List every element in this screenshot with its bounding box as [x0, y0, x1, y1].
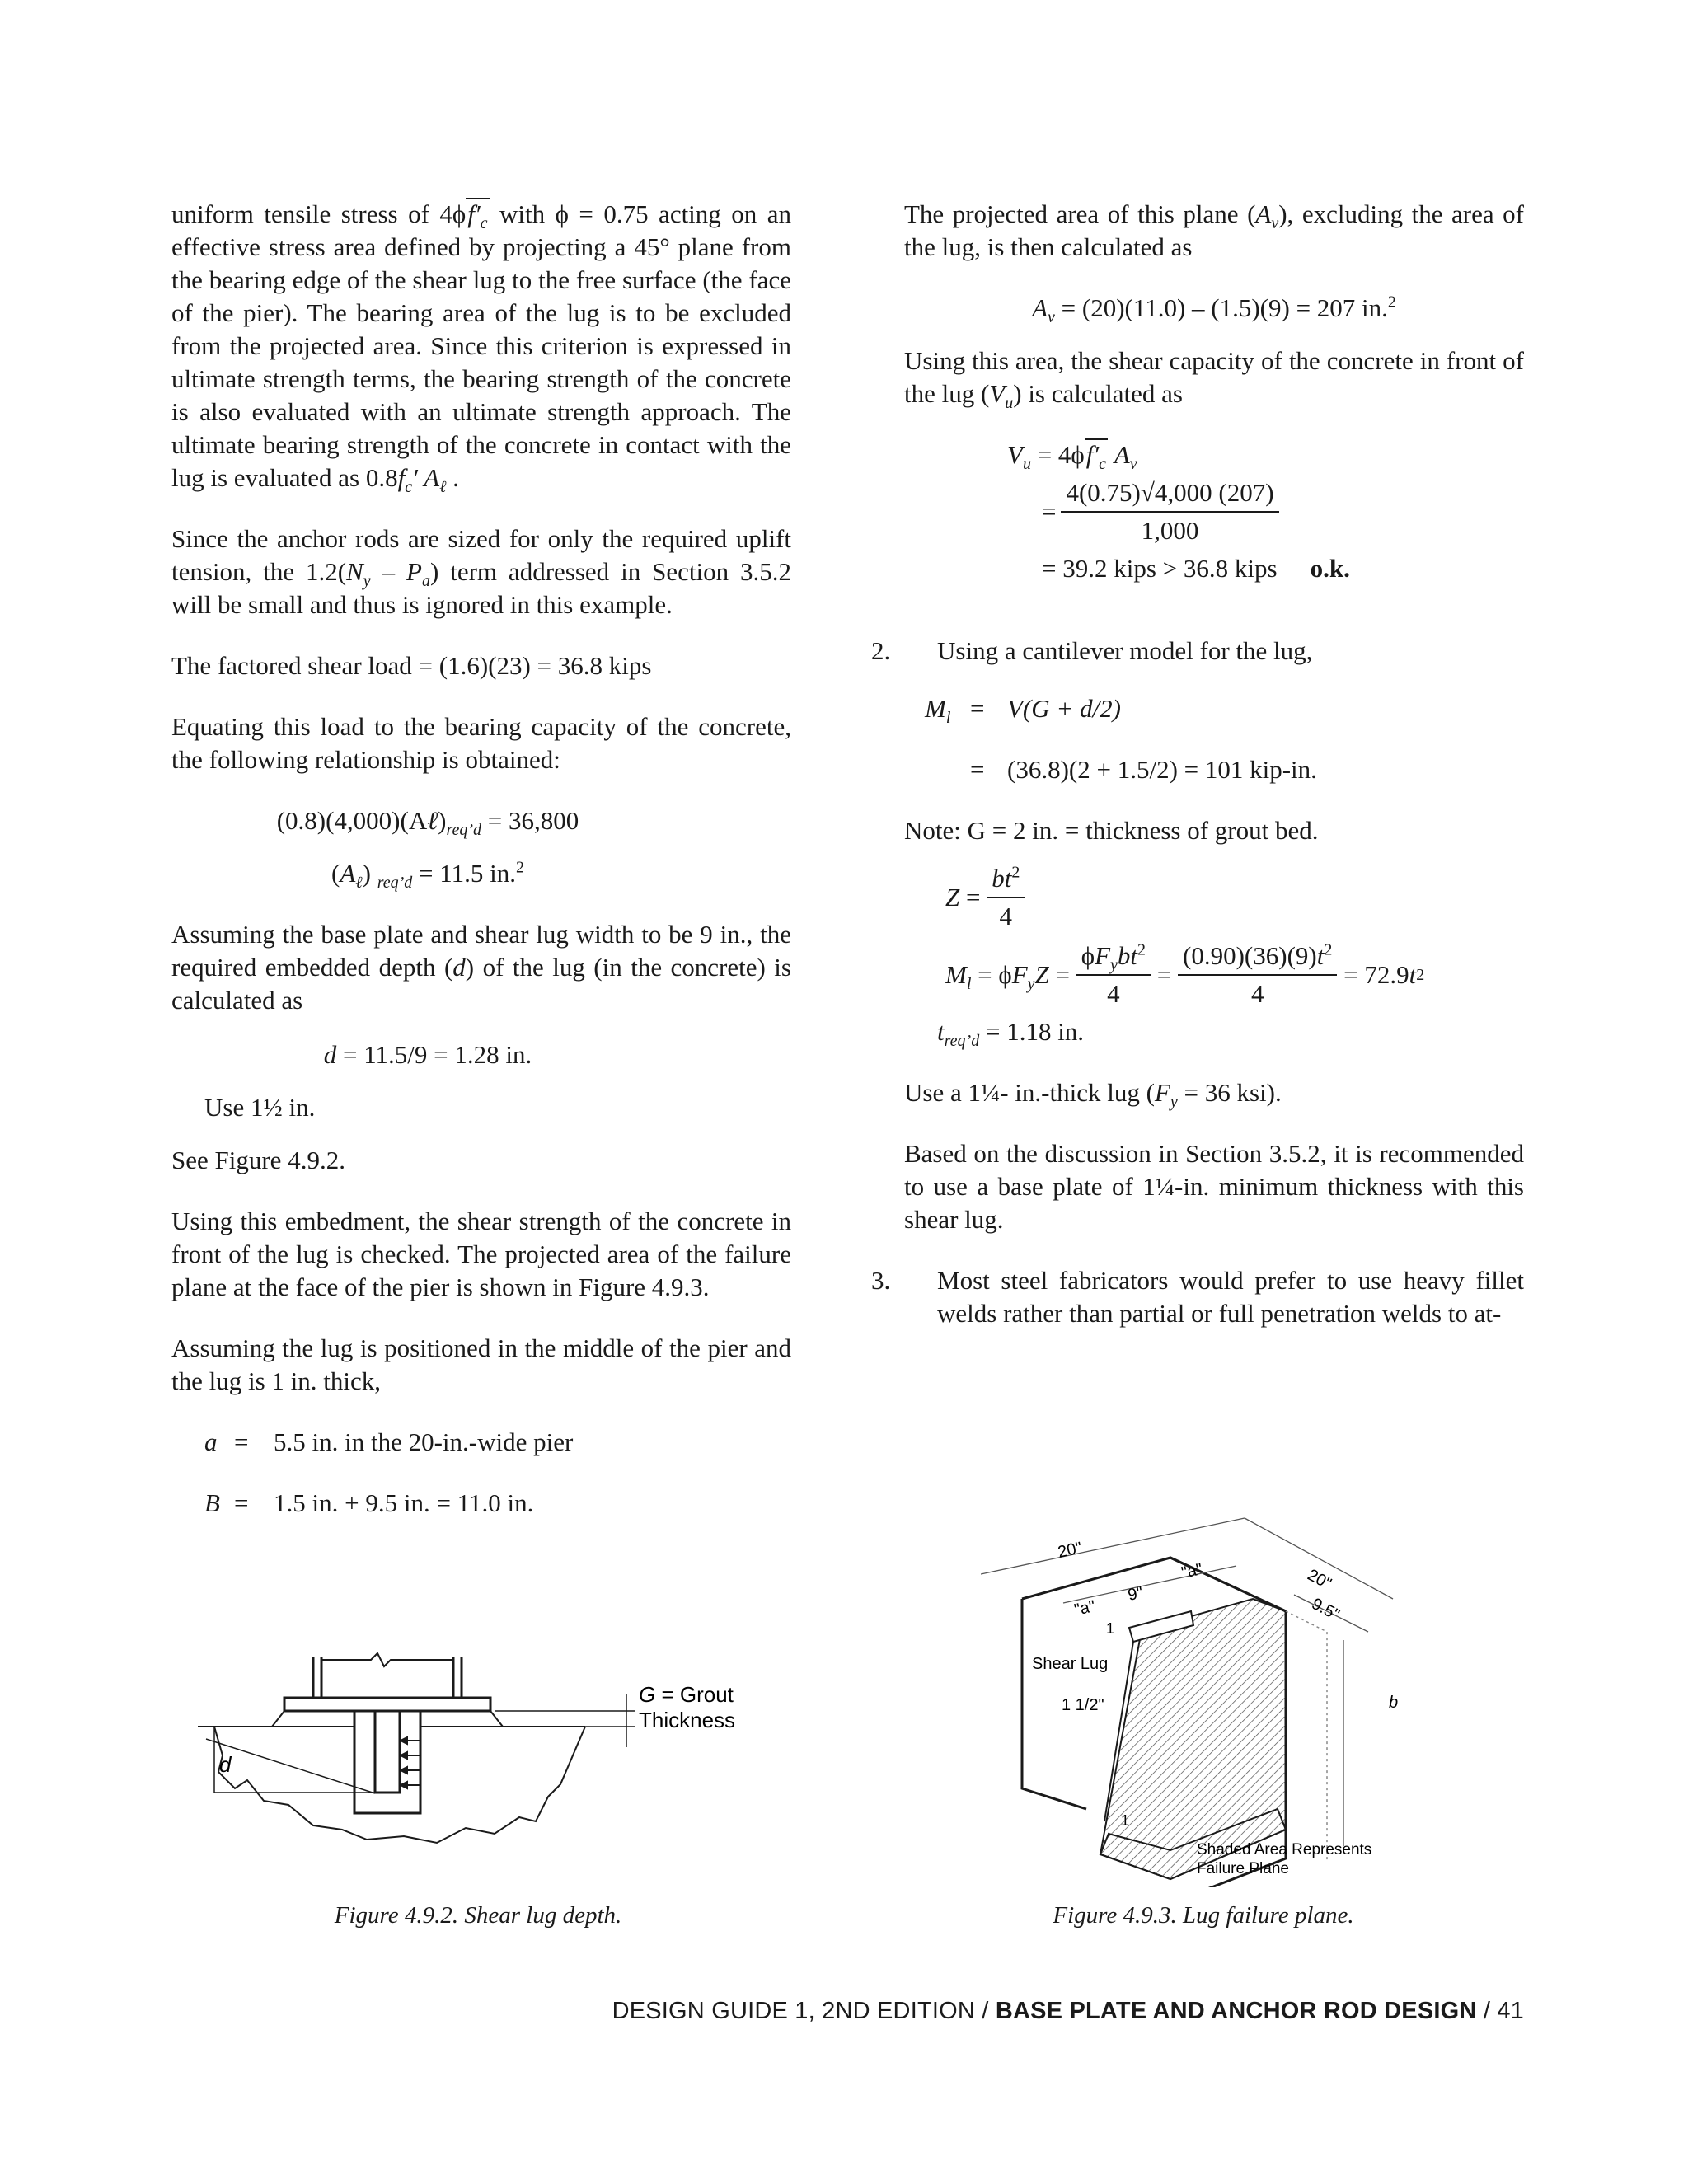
figure-shear-lug-depth	[190, 1648, 767, 1863]
equation-depth: d = 11.5/9 = 1.28 in.	[323, 1040, 532, 1069]
figure-caption-shear-lug-depth: Figure 4.9.2. Shear lug depth.	[334, 1902, 622, 1929]
equation-section-modulus: Z = $\frac{bt^2}{4}$ $M_l$ = ϕ $F_yZ$ = $\frac{\phi F_ybt^2}{4}$ = $\frac{(0.90)(36)(9)t^2}{4}$ = 72.9 t 2 $t_{req’d}$ = 1.18 in.	[937, 863, 1425, 1051]
paragraph-projected-area: The projected area of this plane $(A_v)$, excluding the area of the lug, is then calculated as	[904, 199, 1524, 261]
paragraph-embedment: Using this embedment, the shear strength of the concrete in front of the lug is checked. The projected area of the failure plane at the face of the pier is shown in Figure 4.9.3.	[171, 1207, 791, 1301]
label-shaded-1: Shaded Area Represents	[1197, 1841, 1372, 1858]
label-shear-lug: Shear Lug	[1032, 1655, 1109, 1673]
paragraph-anchor-rods: Since the anchor rods are sized for only the required uplift tension, the $1.2(N_y - P_a)$ term addressed in Section 3.5.2 will be small and thus is ignored in this example.	[171, 524, 792, 619]
dim-95: 9.5"	[1308, 1594, 1343, 1624]
left-column	[171, 198, 791, 1520]
right-column	[871, 198, 1524, 1358]
label-1-1-2: 1 1/2"	[1062, 1696, 1104, 1714]
lug-failure-plane-diagram	[981, 1516, 1426, 1887]
equation-area: $(A_\ell) _{req’d} = 11.5$ in.$^2$	[331, 858, 524, 893]
list-item-2: 2. Using a cantilever model for the lug,	[871, 636, 1313, 665]
equation-moment: $M_l$ = V(G + d/2) = (36.8)(2 + 1.5/2) = 101 kip-in.	[925, 694, 1317, 784]
note-grout: Note: G = 2 in. = thickness of grout bed.	[904, 816, 1319, 845]
dim-a-right: "a"	[1179, 1560, 1204, 1582]
paragraph-embedded-depth: Assuming the base plate and shear lug width to be 9 in., the required embedded depth (d) of the lug (in the concrete) is calculated as	[171, 920, 791, 1015]
use-depth: Use 1½ in.	[204, 1093, 316, 1122]
dim-20-side: 20"	[1304, 1565, 1334, 1594]
figure-caption-lug-failure-plane: Figure 4.9.3. Lug failure plane.	[1053, 1902, 1354, 1929]
paragraph-lug-position: Assuming the lug is positioned in the middle of the pier and the lug is 1 in. thick,	[171, 1333, 791, 1395]
equation-vu: $V_u = 4\phi f'_c$ $A_v$ = $\frac{4(0.75)√4,000 (207)}{1,000}$ = 39.2 kips > 36.8 kips o.k.	[1007, 440, 1350, 583]
var-a: a = 5.5 in. in the 20-in.-wide pier	[204, 1427, 574, 1456]
use-lug: Use a 1¼- in.-thick lug ($F_y = 36$ ksi).	[904, 1078, 1282, 1112]
label-shaded-2: Failure Plane	[1197, 1860, 1289, 1877]
dim-20-front: 20"	[1056, 1539, 1084, 1562]
dim-9: 9"	[1126, 1583, 1145, 1605]
figure-lug-failure-plane	[981, 1516, 1426, 1887]
equation-av: $A_v = (20)(11.0) - (1.5)(9) = 207$ in.$^2$	[1032, 293, 1396, 327]
see-figure: See Figure 4.9.2.	[171, 1146, 345, 1174]
label-d: d	[219, 1752, 232, 1777]
dim-a-left: "a"	[1072, 1597, 1097, 1619]
paragraph-intro: uniform tensile stress of $4\phi f'_c$ with ϕ = 0.75 acting on an effective stress area defined by projecting a 45° plane from the bearing edge of the shear lug to the free surface (the face of the pier). The bearing area of the lug is to be excluded from the projected area. Since this criterion is expressed in ultimate strength terms, the bearing strength of the concrete is also evaluated with an ultimate strength approach. The ultimate bearing strength of the concrete in contact with the lug is evaluated as $0.8f_c'$ $A_\ell$ .	[171, 199, 792, 497]
var-b: B = 1.5 in. + 9.5 in. = 11.0 in.	[204, 1488, 534, 1517]
equation-bearing: $(0.8)(4,000)(A\ell)_{req’d} = 36,800$	[276, 806, 579, 840]
paragraph-equating: Equating this load to the bearing capacity of the concrete, the following relationship is obtained:	[171, 712, 791, 774]
label-b: b	[1389, 1694, 1399, 1712]
shear-lug-depth-diagram	[190, 1648, 767, 1863]
label-thickness: Thickness	[639, 1708, 736, 1732]
list-item-3: 3. Most steel fabricators would prefer to use heavy fillet welds rather than partial or full penetration welds to at-	[871, 1266, 1524, 1328]
label-grout: G = Grout	[639, 1682, 734, 1707]
label-one-bottom: 1	[1121, 1812, 1130, 1829]
label-one-top: 1	[1106, 1620, 1115, 1637]
paragraph-factored-load: The factored shear load = (1.6)(23) = 36.8 kips	[171, 651, 652, 680]
paragraph-recommend: Based on the discussion in Section 3.5.2, it is recommended to use a base plate of 1¼-in. minimum thickness with this shear lug.	[904, 1139, 1524, 1234]
page-footer: DESIGN GUIDE 1, 2ND EDITION / BASE PLATE AND ANCHOR ROD DESIGN / 41	[612, 1998, 1524, 2024]
paragraph-shear-capacity: Using this area, the shear capacity of the concrete in front of the lug $(V_u)$ is calculated as	[904, 346, 1524, 413]
